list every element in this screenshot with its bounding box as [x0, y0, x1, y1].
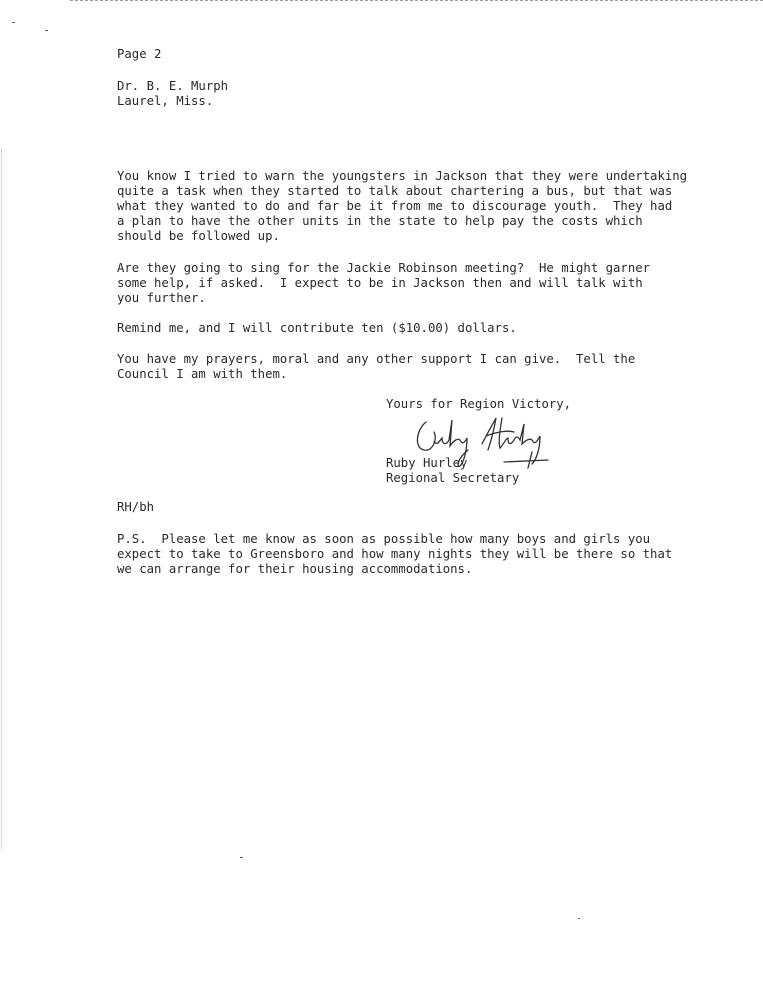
body-paragraph-4: [117, 352, 717, 382]
postscript: [117, 532, 717, 577]
recipient-name: Dr. B. E. Murph: [117, 79, 229, 93]
postscript-line: we can arrange for their housing accommodations.: [117, 562, 473, 576]
scan-speck: [240, 857, 243, 858]
postscript-line: P.S. Please let me know as soon as possible how many boys and girls you: [117, 532, 651, 546]
page-top-edge: [70, 0, 763, 5]
paragraph-line: should be followed up.: [117, 229, 280, 243]
scan-speck: [45, 30, 48, 31]
signer-title: Regional Secretary: [386, 471, 520, 485]
paragraph-line: Council I am with them.: [117, 367, 288, 381]
postscript-line: expect to take to Greensboro and how many nights they will be there so that: [117, 547, 673, 561]
page-label: Page 2: [117, 47, 162, 61]
paragraph-line: a plan to have the other units in the state to help pay the costs which: [117, 214, 643, 228]
recipient-location: Laurel, Miss.: [117, 94, 214, 108]
scan-speck: [12, 22, 15, 23]
page-left-edge: [1, 150, 3, 850]
body-paragraph-2: [117, 261, 717, 306]
closing-salutation: Yours for Region Victory,: [386, 397, 572, 411]
paragraph-line: quite a task when they started to talk about chartering a bus, but that was: [117, 184, 673, 198]
paragraph-line: Remind me, and I will contribute ten ($10.00) dollars.: [117, 321, 517, 335]
paragraph-line: you further.: [117, 291, 206, 305]
paragraph-line: some help, if asked. I expect to be in Jackson then and will talk with: [117, 276, 643, 290]
typist-initials: RH/bh: [117, 500, 155, 514]
paragraph-line: Are they going to sing for the Jackie Robinson meeting? He might garner: [117, 261, 651, 275]
paragraph-line: You know I tried to warn the youngsters in Jackson that they were undertaking: [117, 169, 688, 183]
scan-speck: [578, 918, 580, 919]
signer-name: Ruby Hurley: [386, 456, 468, 470]
paragraph-line: what they wanted to do and far be it from me to discourage youth. They had: [117, 199, 673, 213]
body-paragraph-3: [117, 321, 717, 336]
body-paragraph-1: [117, 169, 717, 244]
paragraph-line: You have my prayers, moral and any other support I can give. Tell the: [117, 352, 636, 366]
